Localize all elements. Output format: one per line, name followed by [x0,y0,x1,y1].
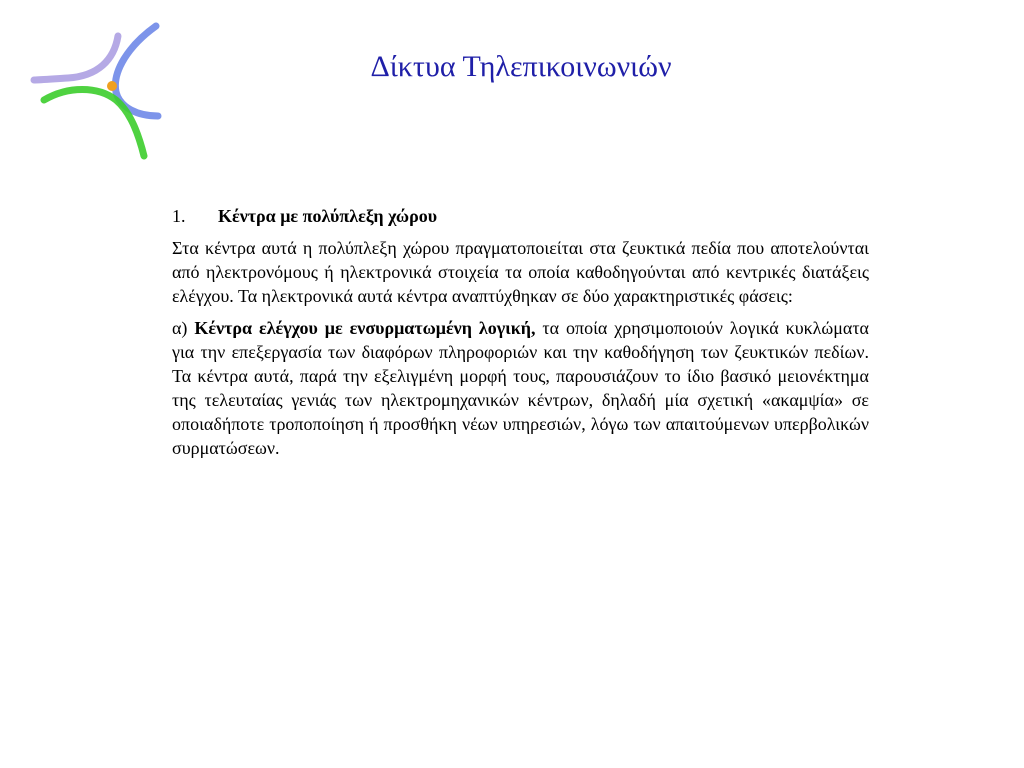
item-a-bold-text: Κέντρα ελέγχου με ενσυρματωμένη λογική, [194,318,536,338]
item-a-paragraph [172,316,869,460]
section-heading-text: Κέντρα με πολύπλεξη χώρου [218,206,438,226]
swirl-star-logo-icon [28,20,168,160]
slide-title: Δίκτυα Τηλεπικοινωνιών [370,50,672,83]
item-a-prefix: α) [172,318,195,338]
section-number: 1. [172,206,186,226]
intro-paragraph: Στα κέντρα αυτά η πολύπλεξη χώρου πραγματοποιείται στα ζευκτικά πεδία που αποτελούνται από ηλεκτρονόμους ή ηλεκτρονικά στοιχεία τα οποία καθοδηγούνται από κεντρικές διατάξεις ελέγχου. Τα ηλεκτρονικά αυτά κέντρα αναπτύχθηκαν σε δύο χαρακτηριστικές φάσεις: [172,238,869,306]
section-heading [172,204,869,228]
slide-body [172,204,869,468]
item-a-rest-text: τα οποία χρησιμοποιούν λογικά κυκλώματα για την επεξεργασία των διαφόρων πληροφοριών και την καθοδήγηση των ζευκτικών πεδίων. Τα κέντρα αυτά, παρά την εξελιγμένη μορφή τους, παρουσιάζουν το ίδιο βασικό μειονέκτημα της τελευταίας γενιάς των ηλεκτρομηχανικών κέντρων, δηλαδή μία σχετική «ακαμψία» σε οποιαδήποτε τροποποίηση ή προσθήκη νέων υπηρεσιών, λόγω των απαιτούμενων υπερβολικών συρματώσεων. [172,318,869,458]
